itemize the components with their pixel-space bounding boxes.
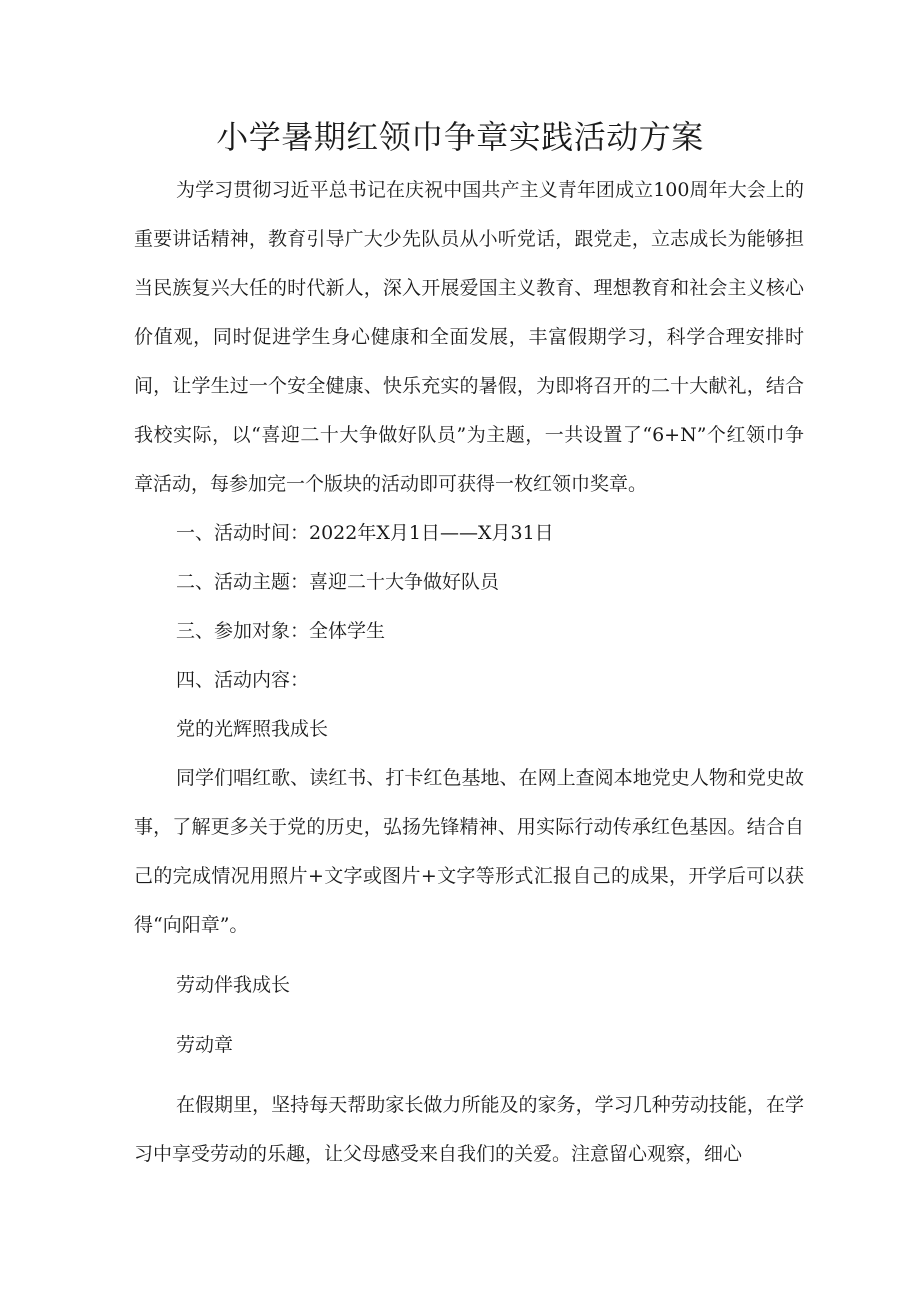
activity-target: 三、参加对象：全体学生 [176, 620, 386, 642]
section-body-labor: 在假期里，坚持每天帮助家长做力所能及的家务，学习几种劳动技能，在学习中享受劳动的乐趣，让父母感受来自我们的关爱。注意留心观察，细心 [134, 1094, 804, 1165]
section-body-party: 同学们唱红歌、读红书、打卡红色基地、在网上查阅本地党史人物和党史故事，了解更多关于党的历史，弘扬先锋精神、用实际行动传承红色基因。结合自己的完成情况用照片+文字或图片+文字等形式汇报自己的成果，开学后可以获得“向阳章”。 [134, 767, 804, 936]
section-badge-labor: 劳动章 [176, 1034, 234, 1056]
activity-content-heading: 四、活动内容： [176, 669, 310, 691]
document-title: 小学暑期红领巾争章实践活动方案 [216, 118, 704, 156]
activity-theme: 二、活动主题：喜迎二十大争做好队员 [176, 571, 500, 593]
intro-paragraph: 为学习贯彻习近平总书记在庆祝中国共产主义青年团成立100周年大会上的重要讲话精神，教育引导广大少先队员从小听党话，跟党走，立志成长为能够担当民族复兴大任的时代新人，深入开展爱国主义教育、理想教育和社会主义核心价值观，同时促进学生身心健康和全面发展，丰富假期学习，科学合理安排时间，让学生过一个安全健康、快乐充实的暑假，为即将召开的二十大献礼，结合我校实际，以“喜迎二十大争做好队员”为主题，一共设置了“6+N”个红领巾争章活动，每参加完一个版块的活动即可获得一枚红领巾奖章。 [134, 179, 804, 495]
document-body [134, 166, 804, 1179]
activity-time: 一、活动时间：2022年X月1日——X月31日 [176, 522, 554, 544]
section-heading-party: 党的光辉照我成长 [176, 718, 329, 740]
section-heading-labor: 劳动伴我成长 [176, 974, 291, 996]
